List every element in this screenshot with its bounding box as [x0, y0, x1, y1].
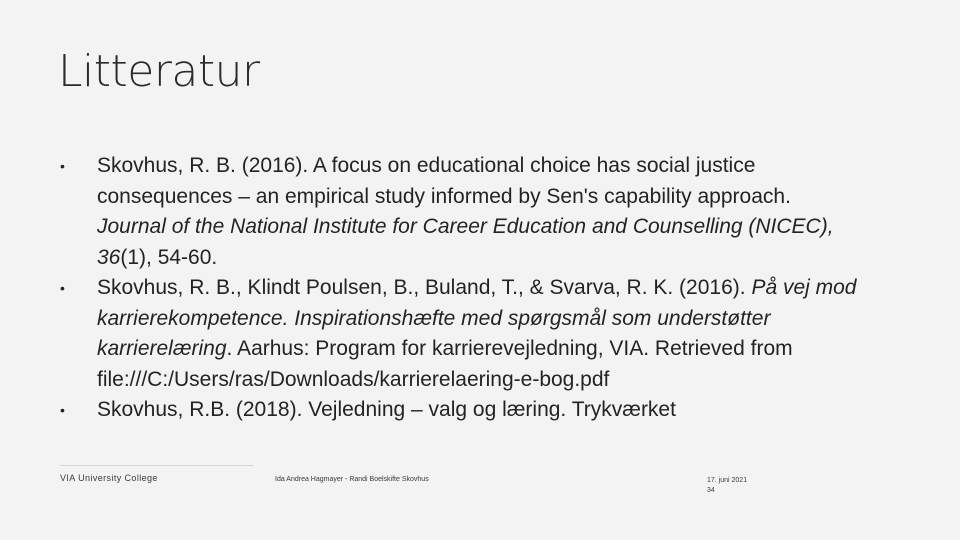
reference-publisher: . Aarhus: Program for karrierevejledning, VIA. Retrieved from file:///C:/Users/ras/Downloads/karrierelaering-e-bog.pdf [97, 337, 793, 391]
footer-organization: VIA University College [60, 473, 158, 483]
reference-text: Skovhus, R.B. (2018). Vejledning – valg og læring. Trykværket [97, 398, 676, 421]
reference-pages: (1), 54-60. [120, 245, 218, 269]
reference-list [60, 151, 860, 426]
footer-date-block [707, 476, 747, 496]
reference-text: Skovhus, R. B., Klindt Poulsen, B., Buland, T., & Svarva, R. K. (2016). [97, 276, 752, 299]
footer-date: 17. juni 2021 [707, 477, 748, 484]
slide-title: Litteratur [58, 46, 260, 97]
reference-item [60, 395, 860, 426]
reference-item [60, 151, 860, 273]
bullet: • [60, 280, 65, 296]
reference-text: Skovhus, R. B. (2016). A focus on educational choice has social justice consequences – an empirical study informed by Sen's capability approach. [97, 154, 791, 208]
reference-book-title: På vej mod karrierekompetence. Inspirationshæfte med spørgsmål som understøtter karrierelæring [97, 276, 857, 360]
reference-item [60, 273, 860, 395]
bullet: • [60, 158, 65, 174]
footer-page-number: 34 [707, 487, 715, 494]
bullet: • [60, 402, 65, 418]
reference-journal: Journal of the National Institute for Career Education and Counselling (NICEC), 36 [97, 215, 834, 269]
footer-divider [60, 465, 253, 466]
footer-authors: Ida Andrea Hagmayer - Randi Boelskifte Skovhus [275, 476, 429, 483]
